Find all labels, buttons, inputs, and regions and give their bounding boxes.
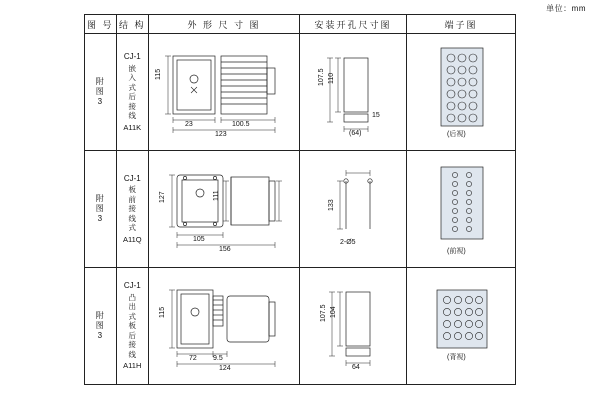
cell-tuhao-2 [85,151,117,268]
cutout-dim-1-0: 107.5 [317,68,325,86]
cell-terminal-3 [406,268,515,385]
jiegou-model-2: A11Q [122,234,142,244]
cell-jiegou-3 [116,268,148,385]
terminal-caption-2: (前视) [446,248,466,255]
outline-dim-2-2: 105 [192,236,205,243]
outline-dim-1-2: 100.5 [231,121,250,128]
outline-dim-3-0: 115 [158,306,166,318]
jiegou-text-1: 嵌 入 式 后 接 线 [128,63,137,120]
jiegou-model-1: A11K [123,122,142,132]
cell-jiegou-1 [116,34,148,151]
header-tuhao: 图 号 [85,15,117,34]
unit-note: 单位：mm [546,4,586,13]
spec-table [84,14,516,385]
terminal-drawing-3 [407,268,515,384]
terminal-caption-3: (背视) [446,354,466,361]
cutout-dim-3-1: 104 [329,306,337,318]
jiegou-text-3: 凸 出 式 板 后 接 线 [128,292,137,359]
header-outline: 外 形 尺 寸 图 [148,15,299,34]
jiegou-block-1 [117,52,148,132]
cutout-dim-1-3: (64) [348,130,362,137]
cutout-dim-2-0: 133 [327,199,335,211]
terminal-caption-1: (后视) [446,131,466,138]
jiegou-block-2 [117,174,148,245]
cutout-dim-2-1: 2-Ø5 [339,239,356,246]
table-row [85,34,516,151]
outline-dim-3-1: 72 [188,355,197,362]
outline-dim-3-3: 124 [218,365,231,372]
jiegou-block-3 [117,281,148,371]
cutout-dim-3-0: 107.5 [319,304,327,322]
cell-jiegou-2 [116,151,148,268]
outline-dim-2-3: 156 [218,246,231,253]
header-terminal: 端子图 [406,15,515,34]
cell-tuhao-1 [85,34,117,151]
cell-terminal-2 [406,151,515,268]
outline-dim-2-1: 111 [212,190,220,201]
jiegou-code-1: CJ-1 [123,52,141,61]
outline-dim-1-0: 115 [154,68,162,80]
tuhao-label-3: 附 图 3 [95,311,105,340]
outline-dim-1-1: 23 [184,121,193,128]
header-cutout: 安装开孔尺寸图 [299,15,406,34]
cell-terminal-1 [406,34,515,151]
tuhao-label-1: 附 图 3 [95,77,105,106]
table-row [85,151,516,268]
outline-dim-2-0: 127 [158,191,166,203]
cell-cutout-3 [299,268,406,385]
table-header-row [85,15,516,34]
cell-cutout-1 [299,34,406,151]
jiegou-text-2: 板 前 接 线 式 [128,185,137,233]
cell-cutout-2 [299,151,406,268]
cutout-dim-3-2: 64 [351,364,360,371]
outline-dim-1-3: 123 [214,131,227,138]
table-row [85,268,516,385]
jiegou-code-3: CJ-1 [123,281,141,291]
cell-tuhao-3 [85,268,117,385]
cutout-drawing-2 [300,151,406,267]
cell-outline-2 [148,151,299,268]
cell-outline-3 [148,268,299,385]
cell-outline-1 [148,34,299,151]
cutout-dim-1-2: 15 [371,112,380,119]
jiegou-code-2: CJ-1 [123,173,141,183]
tuhao-label-2: 附 图 3 [95,194,105,223]
outline-dim-3-2: 9.5 [212,355,223,362]
header-jiegou: 结 构 [116,15,148,34]
jiegou-model-3: A11H [123,361,142,371]
cutout-dim-1-1: 110 [327,72,335,84]
